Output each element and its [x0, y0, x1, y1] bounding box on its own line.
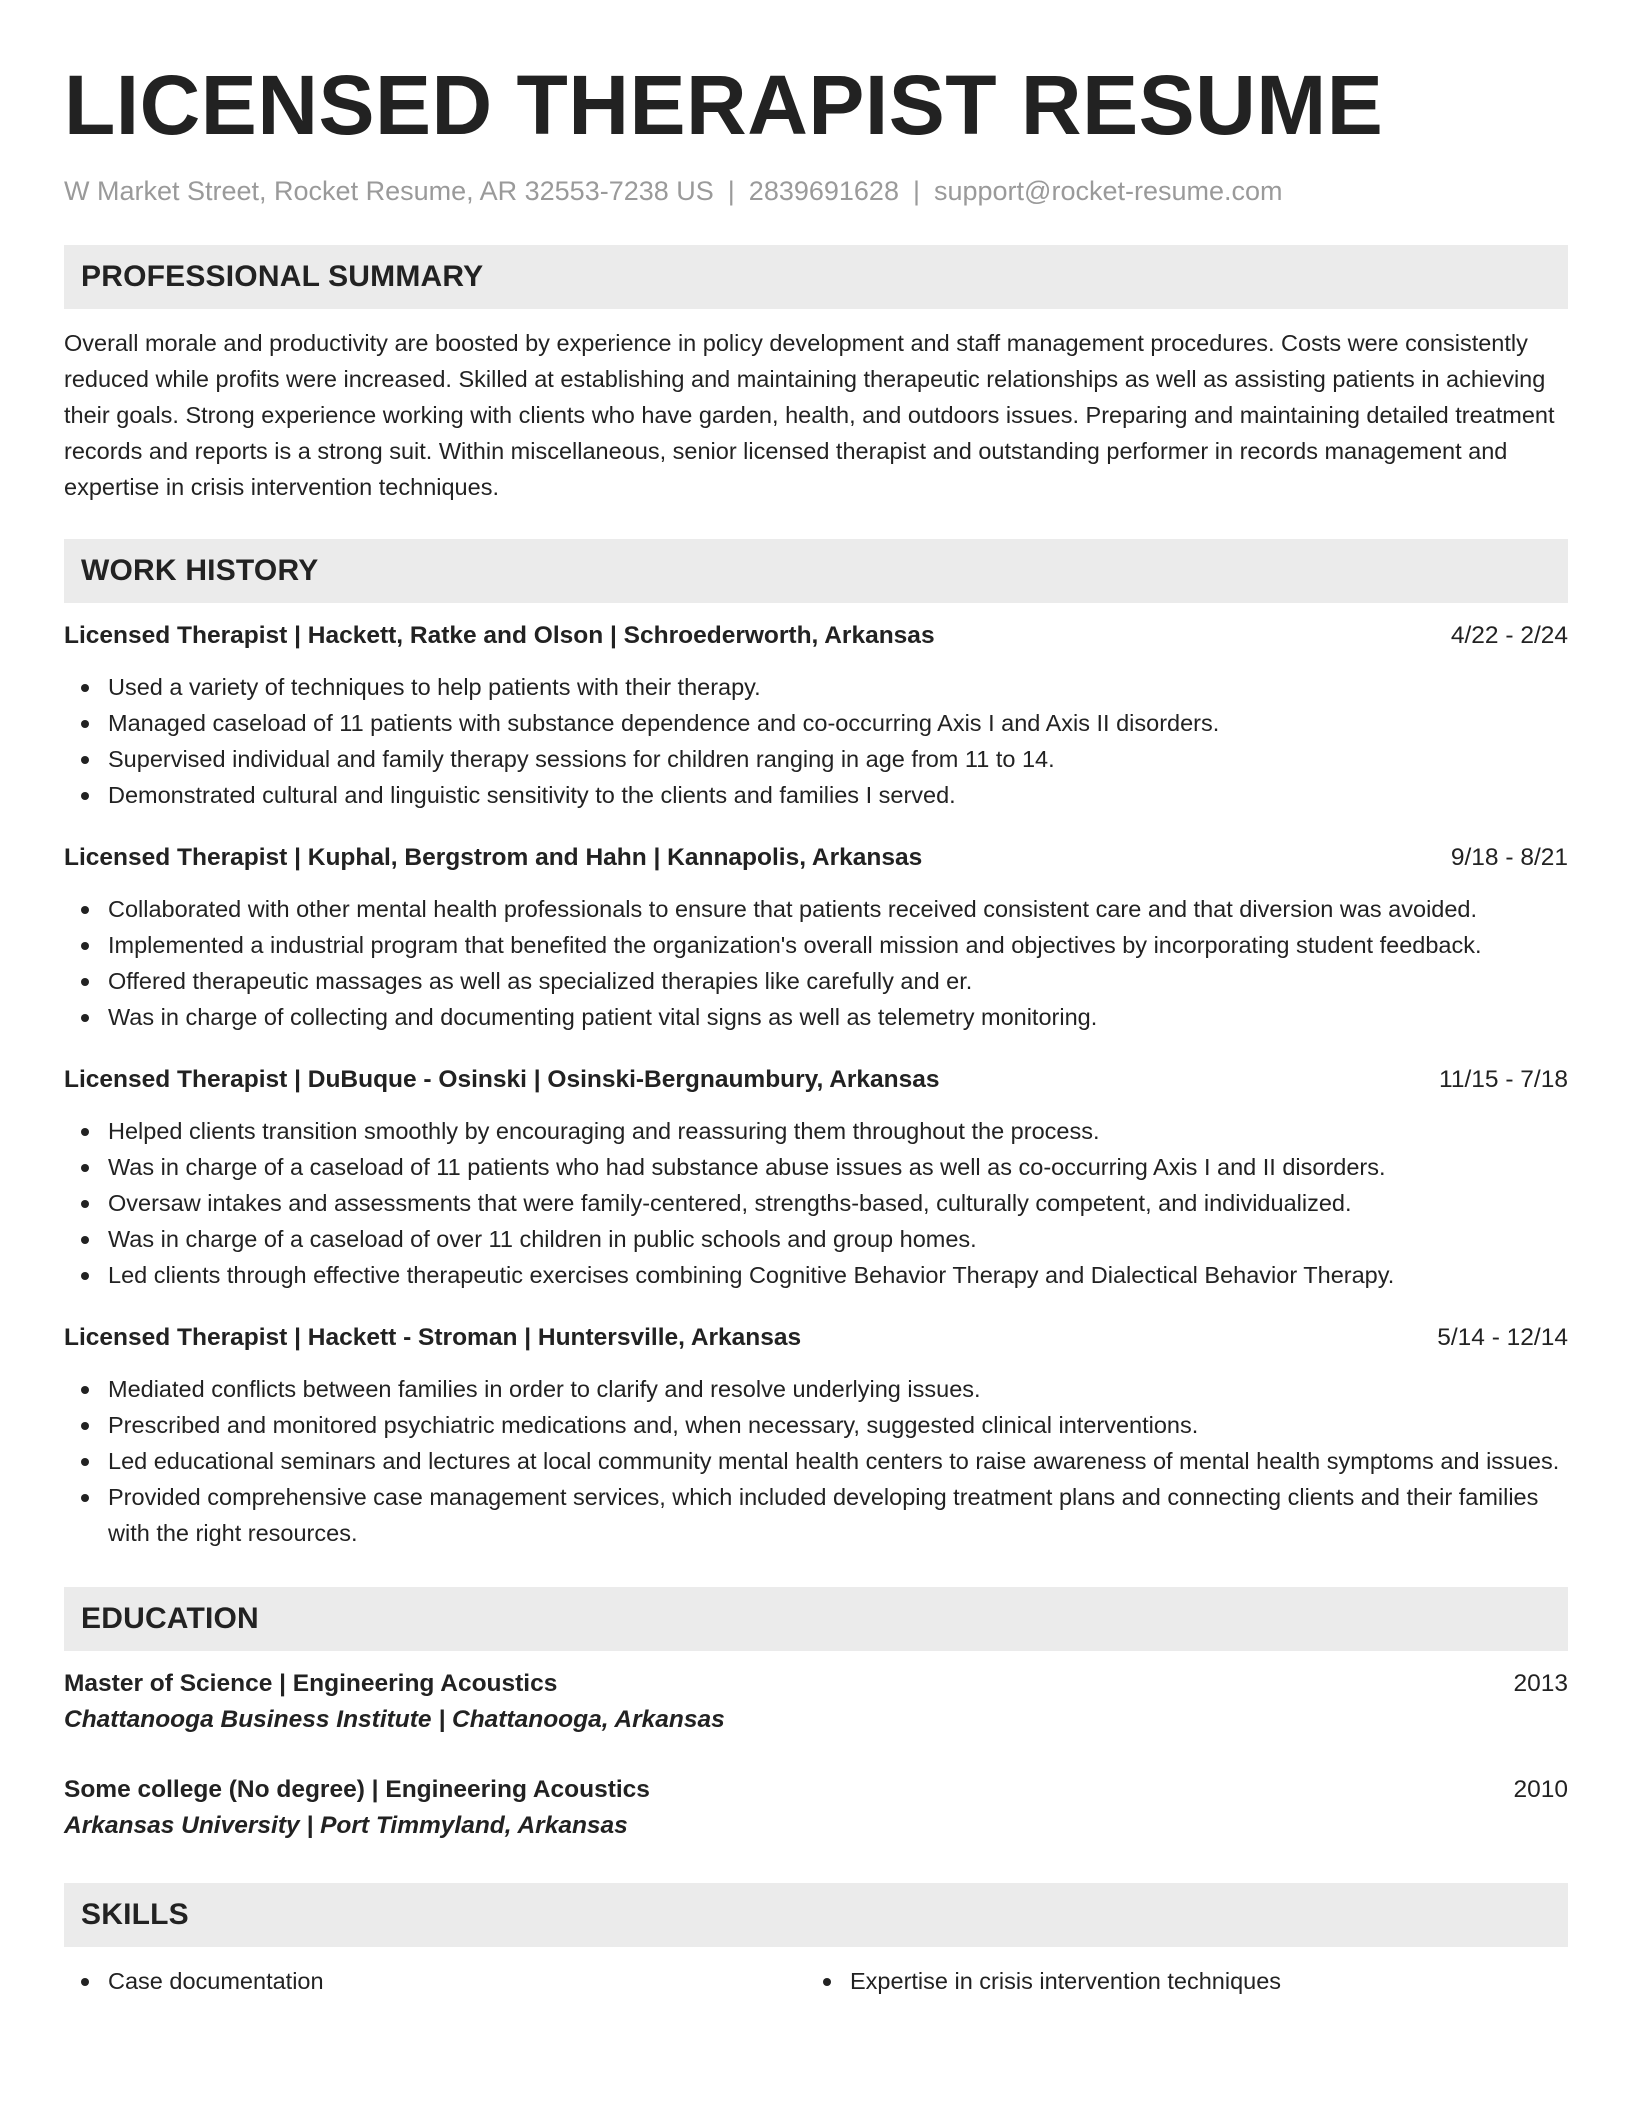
- job-bullet: Managed caseload of 11 patients with substance dependence and co-occurring Axis I and Axis II disorders.: [64, 705, 1568, 741]
- job-bullet: Led clients through effective therapeutic exercises combining Cognitive Behavior Therapy and Dialectical Behavior Therapy.: [64, 1257, 1568, 1293]
- education-degree: Some college (No degree) | Engineering Acoustics: [64, 1776, 650, 1803]
- job-bullet: Mediated conflicts between families in order to clarify and resolve underlying issues.: [64, 1371, 1568, 1407]
- contact-separator: |: [727, 176, 735, 206]
- job-bullet: Helped clients transition smoothly by encouraging and reassuring them throughout the process.: [64, 1113, 1568, 1149]
- job-title: Licensed Therapist | Kuphal, Bergstrom and Hahn | Kannapolis, Arkansas: [64, 844, 923, 871]
- job-entry: [64, 841, 1568, 1035]
- job-title: Licensed Therapist | Hackett, Ratke and Olson | Schroederworth, Arkansas: [64, 622, 935, 649]
- job-bullet: Provided comprehensive case management services, which included developing treatment plans and connecting clients and their families with the right resources.: [64, 1479, 1568, 1551]
- contact-phone: 2839691628: [748, 176, 899, 206]
- job-bullet-list: [64, 1371, 1568, 1551]
- contact-separator: |: [912, 176, 920, 206]
- job-dates: 11/15 - 7/18: [1439, 1066, 1568, 1093]
- skill-item: Expertise in crisis intervention techniques: [806, 1963, 1548, 1999]
- education-entry: [64, 1773, 1568, 1845]
- contact-line: [64, 174, 1568, 208]
- job-bullet: Led educational seminars and lectures at local community mental health centers to raise awareness of mental health symptoms and issues.: [64, 1443, 1568, 1479]
- job-bullet: Demonstrated cultural and linguistic sensitivity to the clients and families I served.: [64, 777, 1568, 813]
- resume-page: [64, 0, 1568, 1999]
- job-title: Licensed Therapist | DuBuque - Osinski | Osinski-Bergnaumbury, Arkansas: [64, 1066, 940, 1093]
- job-bullet: Oversaw intakes and assessments that were family-centered, strengths-based, culturally competent, and individualized.: [64, 1185, 1568, 1221]
- job-bullet-list: [64, 669, 1568, 813]
- education-degree: Master of Science | Engineering Acoustics: [64, 1670, 558, 1697]
- job-entry: [64, 1063, 1568, 1293]
- summary-text: Overall morale and productivity are boosted by experience in policy development and staff management procedures. Costs were consistently reduced while profits were increased. Skilled at establishing and maintaining therapeutic relationships as well as assisting patients in achieving their goals. Strong experience working with clients who have garden, health, and outdoors issues. Preparing and maintaining detailed treatment records and reports is a strong suit. Within miscellaneous, senior licensed therapist and outstanding performer in records management and expertise in crisis intervention techniques.: [64, 330, 1555, 500]
- job-bullet: Was in charge of collecting and documenting patient vital signs as well as telemetry monitoring.: [64, 999, 1568, 1035]
- education-year: 2010: [1513, 1776, 1568, 1803]
- skills-column-left: [64, 1963, 806, 1999]
- job-header: [64, 619, 1568, 653]
- education-school: Chattanooga Business Institute | Chattanooga, Arkansas: [64, 1706, 725, 1733]
- job-bullet: Supervised individual and family therapy sessions for children ranging in age from 11 to 14.: [64, 741, 1568, 777]
- job-title: Licensed Therapist | Hackett - Stroman | Huntersville, Arkansas: [64, 1324, 802, 1351]
- education-header: [64, 1773, 1568, 1807]
- resume-title: LICENSED THERAPIST RESUME: [64, 58, 1384, 152]
- job-dates: 4/22 - 2/24: [1450, 622, 1568, 649]
- job-dates: 5/14 - 12/14: [1437, 1324, 1568, 1351]
- education-header: [64, 1667, 1568, 1701]
- education-year: 2013: [1513, 1670, 1568, 1697]
- job-bullet: Used a variety of techniques to help patients with their therapy.: [64, 669, 1568, 705]
- job-bullet-list: [64, 891, 1568, 1035]
- job-header: [64, 841, 1568, 875]
- contact-email: support@rocket-resume.com: [933, 176, 1283, 206]
- section-heading-education: EDUCATION: [64, 1587, 1568, 1651]
- skill-item: Case documentation: [64, 1963, 806, 1999]
- job-header: [64, 1321, 1568, 1355]
- job-bullet: Offered therapeutic massages as well as specialized therapies like carefully and er.: [64, 963, 1568, 999]
- skills-list: [64, 1963, 1568, 1999]
- job-entry: [64, 1321, 1568, 1551]
- job-bullet: Implemented a industrial program that benefited the organization's overall mission and objectives by incorporating student feedback.: [64, 927, 1568, 963]
- job-bullet-list: [64, 1113, 1568, 1293]
- job-bullet: Was in charge of a caseload of over 11 children in public schools and group homes.: [64, 1221, 1568, 1257]
- job-header: [64, 1063, 1568, 1097]
- job-bullet: Collaborated with other mental health professionals to ensure that patients received consistent care and that diversion was avoided.: [64, 891, 1568, 927]
- education-school: Arkansas University | Port Timmyland, Arkansas: [64, 1812, 628, 1839]
- contact-address: W Market Street, Rocket Resume, AR 32553-7238 US: [64, 176, 714, 206]
- job-bullet: Was in charge of a caseload of 11 patients who had substance abuse issues as well as co-occurring Axis I and II disorders.: [64, 1149, 1568, 1185]
- job-bullet: Prescribed and monitored psychiatric medications and, when necessary, suggested clinical interventions.: [64, 1407, 1568, 1443]
- education-entry: [64, 1667, 1568, 1739]
- section-heading-skills: SKILLS: [64, 1883, 1568, 1947]
- skills-column-right: [806, 1963, 1548, 1999]
- job-entry: [64, 619, 1568, 813]
- section-heading-summary: PROFESSIONAL SUMMARY: [64, 245, 1568, 309]
- job-dates: 9/18 - 8/21: [1450, 844, 1568, 871]
- section-heading-work-history: WORK HISTORY: [64, 539, 1568, 603]
